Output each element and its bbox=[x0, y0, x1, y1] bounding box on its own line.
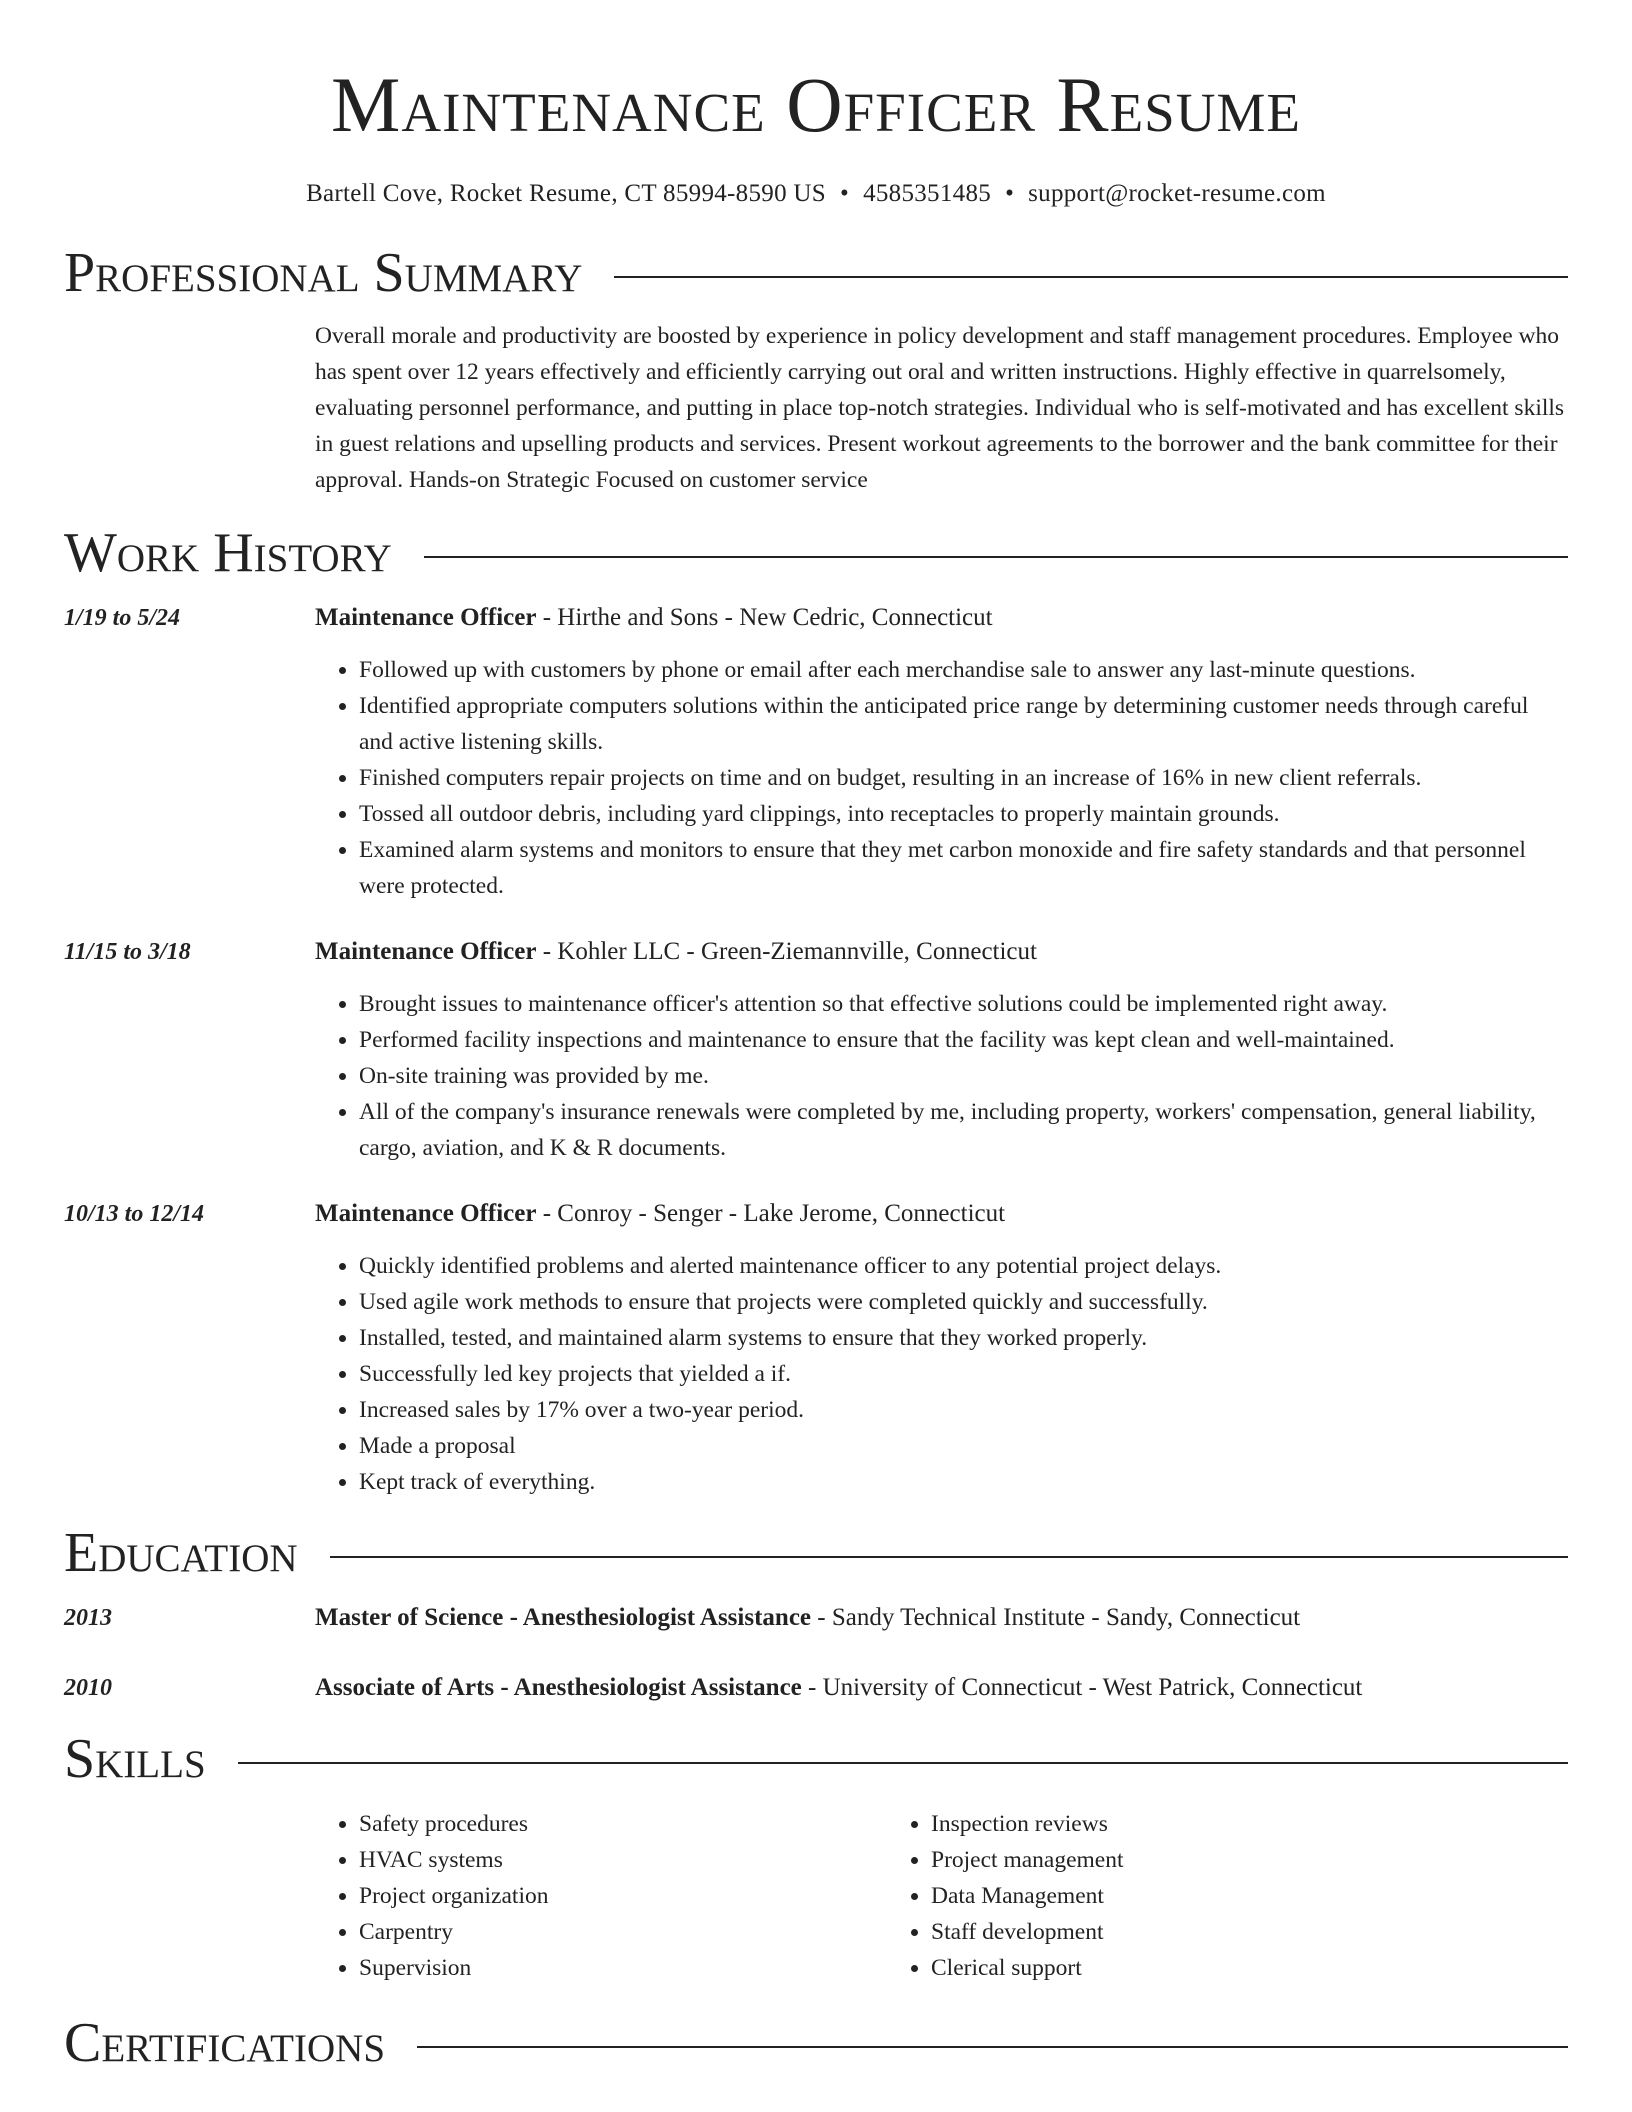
section-divider bbox=[330, 1556, 1568, 1558]
section-divider bbox=[417, 2046, 1568, 2048]
job-title: Maintenance Officer bbox=[315, 604, 537, 631]
job-body bbox=[315, 600, 1568, 904]
education-entry bbox=[64, 1600, 1568, 1636]
resume-title: Maintenance Officer Resume bbox=[331, 61, 1301, 148]
skill-item: • Supervision bbox=[359, 1950, 887, 1986]
job-heading bbox=[315, 600, 1568, 636]
skill-item: • Data Management bbox=[931, 1878, 1387, 1914]
job-bullet: • Tossed all outdoor debris, including yard clippings, into receptacles to properly maintain grounds. bbox=[359, 796, 1568, 832]
job-entry bbox=[64, 1196, 1568, 1500]
job-bullet: • Identified appropriate computers solutions within the anticipated price range by determining customer needs through careful and active listening skills. bbox=[359, 688, 1568, 760]
job-bullet: • Finished computers repair projects on time and on budget, resulting in an increase of 16% in new client referrals. bbox=[359, 760, 1568, 796]
education-section-heading bbox=[64, 1518, 1568, 1588]
contact-separator: • bbox=[1005, 180, 1015, 207]
job-heading bbox=[315, 1196, 1568, 1232]
job-company: - Hirthe and Sons - New Cedric, Connecticut bbox=[536, 604, 993, 631]
job-bullet: • Installed, tested, and maintained alarm systems to ensure that they worked properly. bbox=[359, 1320, 1568, 1356]
skill-item: • Carpentry bbox=[359, 1914, 887, 1950]
section-divider bbox=[238, 1762, 1568, 1764]
job-bullet: • Quickly identified problems and alerted maintenance officer to any potential project delays. bbox=[359, 1248, 1568, 1284]
summary-spacer bbox=[64, 318, 315, 498]
work-history-heading: Work History bbox=[64, 522, 392, 584]
work-history-section-heading bbox=[64, 518, 1568, 588]
skill-item: • Safety procedures bbox=[359, 1806, 887, 1842]
contact-line bbox=[64, 178, 1568, 210]
skills-spacer bbox=[64, 1806, 315, 1986]
job-bullet: • On-site training was provided by me. bbox=[359, 1058, 1568, 1094]
job-bullet: • Successfully led key projects that yielded a if. bbox=[359, 1356, 1568, 1392]
education-heading: Education bbox=[64, 1522, 298, 1584]
job-bullet: • Increased sales by 17% over a two-year period. bbox=[359, 1392, 1568, 1428]
section-divider bbox=[424, 556, 1568, 558]
skill-item: • Project organization bbox=[359, 1878, 887, 1914]
job-bullet: • All of the company's insurance renewals were completed by me, including property, workers' compensation, general liability, cargo, aviation, and K & R documents. bbox=[359, 1094, 1568, 1166]
skills-row bbox=[64, 1806, 1568, 1986]
skills-list-left bbox=[315, 1806, 887, 1986]
skill-item: • HVAC systems bbox=[359, 1842, 887, 1878]
job-bullet: • Brought issues to maintenance officer's attention so that effective solutions could be implemented right away. bbox=[359, 986, 1568, 1022]
skills-section-heading bbox=[64, 1724, 1568, 1794]
contact-separator: • bbox=[840, 180, 850, 207]
job-bullet: • Used agile work methods to ensure that projects were completed quickly and successfully. bbox=[359, 1284, 1568, 1320]
skill-item: • Inspection reviews bbox=[931, 1806, 1387, 1842]
summary-text: Overall morale and productivity are boosted by experience in policy development and staff management procedures. Employee who has spent over 12 years effectively and efficiently carrying out oral and written instructions. Highly effective in quarrelsomely, evaluating personnel performance, and putting in place top-notch strategies. Individual who is self-motivated and has excellent skills in guest relations and upselling products and services. Present workout agreements to the borrower and the bank committee for their approval. Hands-on Strategic Focused on customer service bbox=[315, 323, 1565, 493]
job-dates: 10/13 to 12/14 bbox=[64, 1201, 205, 1227]
education-entry bbox=[64, 1670, 1568, 1706]
job-body bbox=[315, 934, 1568, 1166]
education-body bbox=[315, 1670, 1568, 1706]
contact-phone: 4585351485 bbox=[863, 180, 992, 207]
contact-address: Bartell Cove, Rocket Resume, CT 85994-8590 US bbox=[306, 180, 826, 207]
education-degree: Associate of Arts - Anesthesiologist Assistance bbox=[315, 1674, 802, 1701]
summary-section-heading bbox=[64, 238, 1568, 308]
job-entry bbox=[64, 600, 1568, 904]
job-bullet: • Followed up with customers by phone or email after each merchandise sale to answer any last-minute questions. bbox=[359, 652, 1568, 688]
job-bullets bbox=[315, 1248, 1568, 1500]
job-bullet: • Kept track of everything. bbox=[359, 1464, 1568, 1500]
job-title: Maintenance Officer bbox=[315, 1200, 537, 1227]
job-dates: 11/15 to 3/18 bbox=[64, 939, 191, 965]
job-title: Maintenance Officer bbox=[315, 938, 537, 965]
job-entry bbox=[64, 934, 1568, 1166]
job-heading bbox=[315, 934, 1568, 970]
job-bullet: • Performed facility inspections and maintenance to ensure that the facility was kept clean and well-maintained. bbox=[359, 1022, 1568, 1058]
job-body bbox=[315, 1196, 1568, 1500]
section-divider bbox=[614, 276, 1568, 278]
contact-email: support@rocket-resume.com bbox=[1028, 180, 1326, 207]
job-bullets bbox=[315, 652, 1568, 904]
resume-page bbox=[64, 0, 1568, 2078]
skill-item: • Staff development bbox=[931, 1914, 1387, 1950]
job-company: - Conroy - Senger - Lake Jerome, Connecticut bbox=[536, 1200, 1006, 1227]
job-bullet: • Examined alarm systems and monitors to ensure that they met carbon monoxide and fire safety standards and that personnel were protected. bbox=[359, 832, 1568, 904]
education-year: 2013 bbox=[64, 1605, 112, 1631]
summary-row bbox=[64, 318, 1568, 498]
job-dates: 1/19 to 5/24 bbox=[64, 605, 181, 631]
job-company: - Kohler LLC - Green-Ziemannville, Connecticut bbox=[536, 938, 1037, 965]
certifications-heading: Certifications bbox=[64, 2012, 386, 2074]
education-school: - University of Connecticut - West Patrick, Connecticut bbox=[801, 1674, 1363, 1701]
summary-heading: Professional Summary bbox=[64, 242, 583, 304]
job-bullet: • Made a proposal bbox=[359, 1428, 1568, 1464]
education-degree: Master of Science - Anesthesiologist Assistance bbox=[315, 1604, 812, 1631]
certifications-section-heading bbox=[64, 2008, 1568, 2078]
education-body bbox=[315, 1600, 1568, 1636]
skills-columns bbox=[315, 1806, 1568, 1986]
education-school: - Sandy Technical Institute - Sandy, Connecticut bbox=[811, 1604, 1301, 1631]
skills-list-right bbox=[887, 1806, 1387, 1986]
education-year: 2010 bbox=[64, 1675, 112, 1701]
job-bullets bbox=[315, 986, 1568, 1166]
skill-item: • Project management bbox=[931, 1842, 1387, 1878]
skills-heading: Skills bbox=[64, 1728, 206, 1790]
skill-item: • Clerical support bbox=[931, 1950, 1387, 1986]
